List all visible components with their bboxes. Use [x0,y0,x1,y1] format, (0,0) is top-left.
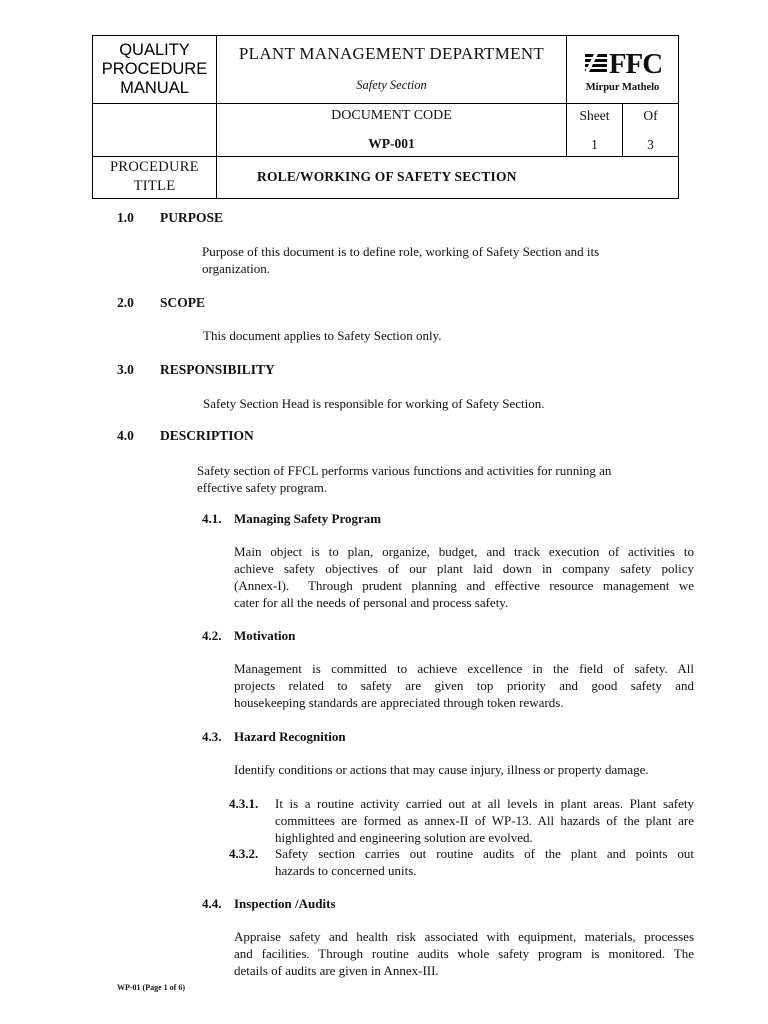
item-4-3-1-line3: highlighted and engineering solution are evolved. [275,830,533,845]
section-number-scope: 2.0 [117,295,134,310]
paragraph-4-1-line1: Main object is to plan, organize, budget, and track execution of activities to [234,544,694,559]
header-table [92,35,679,199]
description-paragraph [197,462,677,496]
description-line2: effective safety program. [197,480,328,495]
paragraph-4-2-line2: projects related to safety are given top priority and good safety and [234,678,694,693]
subsection-title-4-2: Motivation [234,628,296,643]
logo-cell [567,36,679,104]
paragraph-4-1-line3: (Annex-I). Through prudent planning and effective resource management we [234,578,694,593]
manual-title-line1: QUALITY [119,41,190,60]
blank-cell [93,104,217,156]
logo-location: Mirpur Mathelo [585,82,660,94]
procedure-title: ROLE/WORKING OF SAFETY SECTION [257,169,517,185]
subsection-number-4-4: 4.4. [202,896,222,911]
procedure-title-label-line1: PROCEDURE [110,159,199,176]
of-value: 3 [647,137,654,153]
item-4-3-2-line2: hazards to concerned units. [275,863,417,878]
item-number-4-3-1: 4.3.1. [229,796,259,811]
item-4-3-2-line1: Safety section carries out routine audits of the plant and points out [275,846,694,861]
section-title-responsibility: RESPONSIBILITY [160,362,275,377]
subsection-number-4-2: 4.2. [202,628,222,643]
paragraph-4-2 [234,660,694,711]
procedure-title-cell [217,156,679,198]
item-4-3-1 [275,795,694,846]
section-title-purpose: PURPOSE [160,210,224,225]
section-number-purpose: 1.0 [117,210,134,225]
item-4-3-2 [275,845,694,879]
of-cell [623,104,679,156]
section-number-description: 4.0 [117,428,134,443]
section-title-description: DESCRIPTION [160,428,254,443]
paragraph-4-4-line2: and facilities. Through routine audits whole safety program is monitored. The [234,946,694,961]
document-header [92,35,678,199]
document-code-cell [217,104,567,156]
description-line1: Safety section of FFCL performs various functions and activities for running an [197,463,612,478]
subsection-number-4-3: 4.3. [202,729,222,744]
procedure-title-label-line2: TITLE [133,178,176,195]
paragraph-4-1 [234,543,694,611]
purpose-line2: organization. [202,261,270,276]
section-number-responsibility: 3.0 [117,362,134,377]
manual-title-line3: MANUAL [120,79,189,98]
manual-title-cell [93,36,217,104]
procedure-title-label-cell [93,156,217,198]
subsection-title-4-1: Managing Safety Program [234,511,382,526]
subsection-title-4-4: Inspection /Audits [234,896,336,911]
section-name: Safety Section [356,78,427,92]
department-cell [217,36,567,104]
sheet-value: 1 [591,137,598,153]
manual-title-line2: PROCEDURE [101,60,208,79]
sheet-label: Sheet [579,108,610,124]
ffc-logo-text: FFC [608,48,663,81]
page-footer: WP-01 (Page 1 of 6) [117,983,185,992]
document-code-value: WP-001 [368,136,415,152]
ffc-logo [567,48,678,81]
subsection-number-4-1: 4.1. [202,511,222,526]
paragraph-4-2-line1: Management is committed to achieve excellence in the field of safety. All [234,661,694,676]
subsection-title-4-3: Hazard Recognition [234,729,346,744]
paragraph-4-3: Identify conditions or actions that may cause injury, illness or property damage. [234,762,649,777]
item-number-4-3-2: 4.3.2. [229,846,259,861]
item-4-3-1-line1: It is a routine activity carried out at all levels in plant areas. Plant safety [275,796,694,811]
ffc-logo-stripes-icon [583,52,609,76]
section-title-scope: SCOPE [160,295,206,310]
of-label: Of [643,108,658,124]
sheet-cell [567,104,623,156]
department-name: PLANT MANAGEMENT DEPARTMENT [238,44,545,63]
paragraph-4-4-line3: details of audits are given in Annex-III. [234,963,439,978]
responsibility-paragraph: Safety Section Head is responsible for working of Safety Section. [203,396,545,411]
paragraph-4-1-line4: cater for all the needs of personal and process safety. [234,595,509,610]
paragraph-4-4 [234,928,694,979]
paragraph-4-4-line1: Appraise safety and health risk associated with equipment, materials, processes [234,929,694,944]
purpose-line1: Purpose of this document is to define role, working of Safety Section and its [202,244,600,259]
scope-paragraph: This document applies to Safety Section only. [203,328,442,343]
document-code-label: DOCUMENT CODE [331,108,452,124]
paragraph-4-2-line3: housekeeping standards are appreciated through token rewards. [234,695,564,710]
item-4-3-1-line2: committees are formed as annex-II of WP-13. All hazards of the plant are [275,813,694,828]
purpose-paragraph [202,243,682,277]
paragraph-4-1-line2: achieve safety objectives of our plant laid down in company safety policy [234,561,694,576]
